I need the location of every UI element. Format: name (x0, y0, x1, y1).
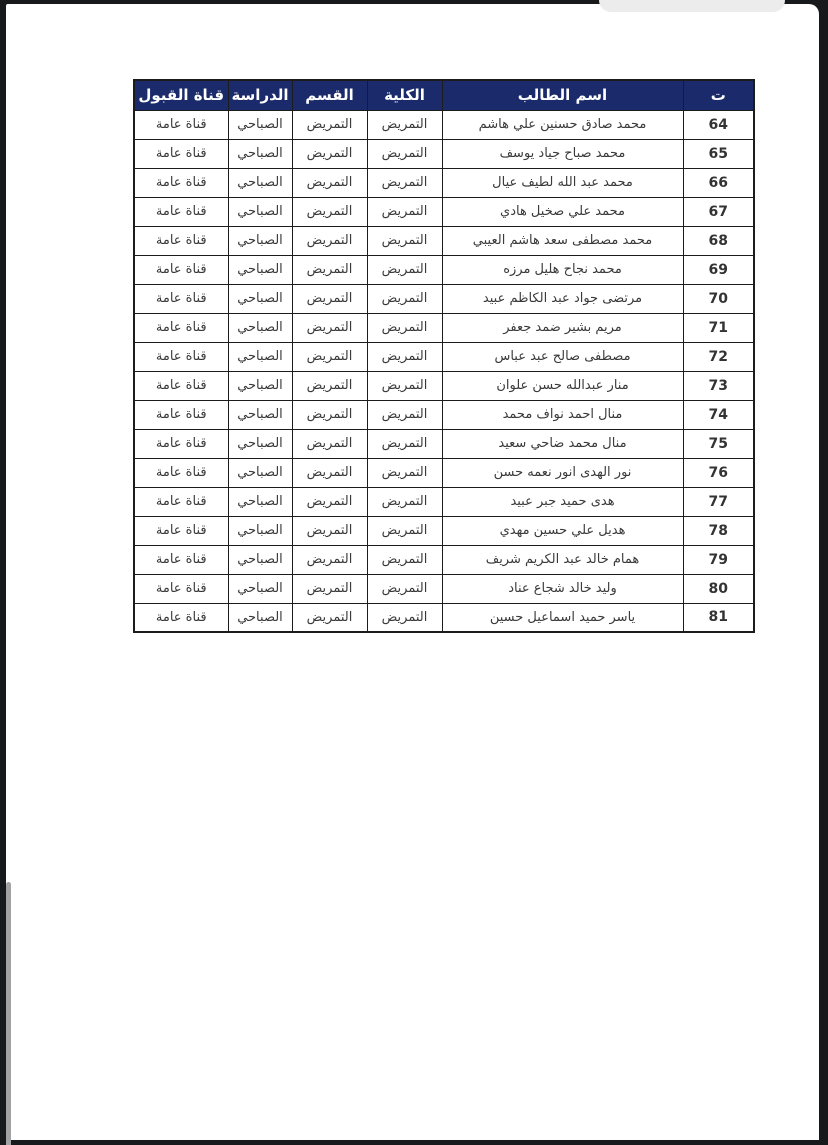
cell-study: الصباحي (228, 574, 292, 603)
cell-study: الصباحي (228, 110, 292, 139)
cell-study: الصباحي (228, 313, 292, 342)
cell-study: الصباحي (228, 458, 292, 487)
cell-college: التمريض (367, 342, 442, 371)
table-row (134, 545, 754, 574)
table-row (134, 110, 754, 139)
cell-number: 74 (683, 400, 754, 429)
cell-college: التمريض (367, 226, 442, 255)
cell-admission-channel: قناة عامة (134, 574, 228, 603)
cell-department: التمريض (292, 458, 367, 487)
cell-college: التمريض (367, 516, 442, 545)
table-header-row (134, 80, 754, 110)
cell-department: التمريض (292, 342, 367, 371)
students-table (133, 79, 755, 633)
cell-study: الصباحي (228, 516, 292, 545)
cell-department: التمريض (292, 313, 367, 342)
table-row (134, 574, 754, 603)
cell-study: الصباحي (228, 284, 292, 313)
column-header-study: الدراسة (228, 80, 292, 110)
cell-student-name: محمد نجاح هليل مرزه (442, 255, 683, 284)
table-body (134, 110, 754, 632)
column-header-college: الكلية (367, 80, 442, 110)
cell-admission-channel: قناة عامة (134, 139, 228, 168)
cell-admission-channel: قناة عامة (134, 110, 228, 139)
cell-admission-channel: قناة عامة (134, 400, 228, 429)
cell-student-name: منار عبدالله حسن علوان (442, 371, 683, 400)
cell-department: التمريض (292, 168, 367, 197)
cell-admission-channel: قناة عامة (134, 168, 228, 197)
cell-admission-channel: قناة عامة (134, 371, 228, 400)
cell-number: 73 (683, 371, 754, 400)
cell-student-name: نور الهدى انور نعمه حسن (442, 458, 683, 487)
cell-admission-channel: قناة عامة (134, 313, 228, 342)
scrollbar-thumb[interactable] (6, 882, 11, 1145)
table-row (134, 226, 754, 255)
cell-admission-channel: قناة عامة (134, 487, 228, 516)
table-row (134, 197, 754, 226)
cell-department: التمريض (292, 255, 367, 284)
table-row (134, 284, 754, 313)
cell-study: الصباحي (228, 487, 292, 516)
cell-college: التمريض (367, 168, 442, 197)
table-row (134, 400, 754, 429)
cell-number: 80 (683, 574, 754, 603)
cell-student-name: منال محمد ضاحي سعيد (442, 429, 683, 458)
cell-study: الصباحي (228, 168, 292, 197)
cell-department: التمريض (292, 400, 367, 429)
cell-number: 81 (683, 603, 754, 632)
cell-number: 77 (683, 487, 754, 516)
cell-college: التمريض (367, 313, 442, 342)
cell-department: التمريض (292, 429, 367, 458)
table-row (134, 168, 754, 197)
cell-college: التمريض (367, 574, 442, 603)
cell-number: 69 (683, 255, 754, 284)
cell-study: الصباحي (228, 255, 292, 284)
cell-student-name: محمد مصطفى سعد هاشم العيبي (442, 226, 683, 255)
cell-number: 67 (683, 197, 754, 226)
cell-college: التمريض (367, 371, 442, 400)
cell-student-name: وليد خالد شجاع عناد (442, 574, 683, 603)
cell-student-name: منال احمد نواف محمد (442, 400, 683, 429)
document-page (6, 4, 819, 1140)
cell-student-name: محمد علي صخيل هادي (442, 197, 683, 226)
table-row (134, 139, 754, 168)
cell-admission-channel: قناة عامة (134, 603, 228, 632)
cell-student-name: هديل علي حسين مهدي (442, 516, 683, 545)
cell-student-name: مريم بشير ضمد جعفر (442, 313, 683, 342)
cell-study: الصباحي (228, 429, 292, 458)
cell-department: التمريض (292, 371, 367, 400)
cell-department: التمريض (292, 284, 367, 313)
cell-student-name: محمد صادق حسنين علي هاشم (442, 110, 683, 139)
cell-student-name: ياسر حميد اسماعيل حسين (442, 603, 683, 632)
cell-department: التمريض (292, 197, 367, 226)
cell-college: التمريض (367, 458, 442, 487)
cell-admission-channel: قناة عامة (134, 197, 228, 226)
cell-student-name: مرتضى جواد عبد الكاظم عبيد (442, 284, 683, 313)
cell-number: 66 (683, 168, 754, 197)
cell-student-name: محمد عبد الله لطيف عيال (442, 168, 683, 197)
table-row (134, 313, 754, 342)
table-row (134, 342, 754, 371)
cell-department: التمريض (292, 139, 367, 168)
cell-admission-channel: قناة عامة (134, 284, 228, 313)
top-notch (599, 0, 785, 12)
cell-number: 65 (683, 139, 754, 168)
column-header-student-name: اسم الطالب (442, 80, 683, 110)
cell-college: التمريض (367, 429, 442, 458)
cell-study: الصباحي (228, 342, 292, 371)
cell-study: الصباحي (228, 603, 292, 632)
cell-number: 76 (683, 458, 754, 487)
table-row (134, 516, 754, 545)
cell-department: التمريض (292, 516, 367, 545)
cell-department: التمريض (292, 226, 367, 255)
cell-student-name: هدى حميد جبر عبيد (442, 487, 683, 516)
cell-study: الصباحي (228, 139, 292, 168)
table-row (134, 487, 754, 516)
cell-college: التمريض (367, 110, 442, 139)
column-header-department: القسم (292, 80, 367, 110)
table-row (134, 603, 754, 632)
table-row (134, 255, 754, 284)
cell-college: التمريض (367, 255, 442, 284)
cell-student-name: همام خالد عبد الكريم شريف (442, 545, 683, 574)
cell-department: التمريض (292, 545, 367, 574)
table-row (134, 429, 754, 458)
cell-study: الصباحي (228, 371, 292, 400)
cell-department: التمريض (292, 110, 367, 139)
cell-college: التمريض (367, 487, 442, 516)
table-row (134, 371, 754, 400)
cell-department: التمريض (292, 487, 367, 516)
cell-number: 70 (683, 284, 754, 313)
cell-admission-channel: قناة عامة (134, 226, 228, 255)
cell-college: التمريض (367, 545, 442, 574)
cell-college: التمريض (367, 603, 442, 632)
cell-admission-channel: قناة عامة (134, 458, 228, 487)
cell-admission-channel: قناة عامة (134, 516, 228, 545)
cell-admission-channel: قناة عامة (134, 255, 228, 284)
cell-study: الصباحي (228, 197, 292, 226)
cell-department: التمريض (292, 603, 367, 632)
cell-study: الصباحي (228, 226, 292, 255)
cell-study: الصباحي (228, 545, 292, 574)
cell-number: 64 (683, 110, 754, 139)
cell-number: 79 (683, 545, 754, 574)
cell-number: 72 (683, 342, 754, 371)
table-row (134, 458, 754, 487)
cell-number: 68 (683, 226, 754, 255)
cell-number: 71 (683, 313, 754, 342)
cell-student-name: محمد صباح جياد يوسف (442, 139, 683, 168)
cell-college: التمريض (367, 400, 442, 429)
cell-admission-channel: قناة عامة (134, 429, 228, 458)
cell-admission-channel: قناة عامة (134, 342, 228, 371)
cell-college: التمريض (367, 284, 442, 313)
cell-student-name: مصطفى صالح عبد عباس (442, 342, 683, 371)
cell-college: التمريض (367, 139, 442, 168)
cell-study: الصباحي (228, 400, 292, 429)
cell-department: التمريض (292, 574, 367, 603)
cell-admission-channel: قناة عامة (134, 545, 228, 574)
cell-number: 78 (683, 516, 754, 545)
column-header-admission-channel: قناة القبول (134, 80, 228, 110)
cell-number: 75 (683, 429, 754, 458)
cell-college: التمريض (367, 197, 442, 226)
column-header-number: ت (683, 80, 754, 110)
